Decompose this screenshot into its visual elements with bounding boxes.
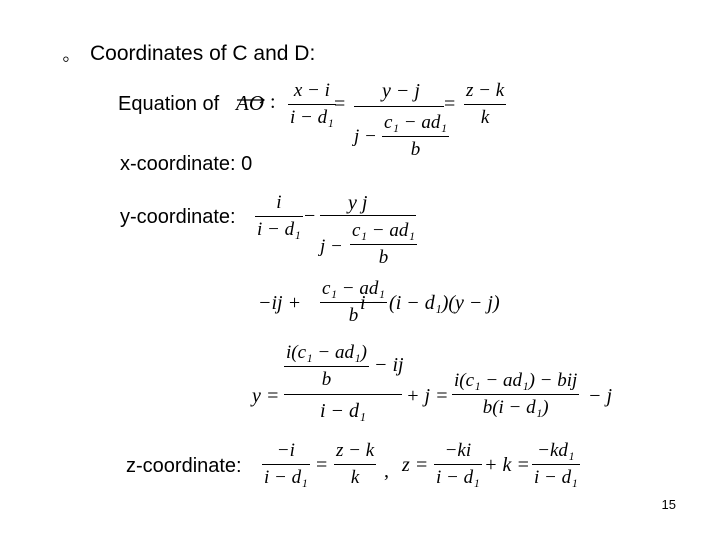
equation-ao-fraction-1 [288, 80, 336, 129]
z-fraction-2 [334, 440, 376, 489]
inner-tail: − ij [374, 354, 404, 376]
fraction-denominator: b [348, 305, 359, 326]
fraction-denominator: k [350, 467, 360, 488]
fraction-numerator: x − i [293, 80, 330, 101]
vector-ao [236, 91, 264, 116]
plus-j-equals: + j = [406, 385, 449, 407]
inner-denominator: b [410, 139, 421, 160]
fraction-denominator: b(i − d₁) [482, 397, 549, 418]
fraction-bar [452, 394, 579, 395]
bullet-icon: ◦ [62, 46, 70, 71]
fraction-bar [334, 464, 376, 465]
fraction-denominator: i − d₁ [264, 467, 308, 488]
inner-fraction [382, 112, 449, 161]
inner-denominator: b [321, 369, 332, 390]
equals-sign: = [334, 93, 346, 115]
inner-denominator: b [378, 247, 389, 268]
inner-fraction-bar [382, 136, 449, 137]
z-fraction-3 [434, 440, 482, 489]
y-coordinate-fraction-1 [255, 192, 303, 241]
fraction-denominator: i − d₁ [534, 467, 578, 488]
plus-k-equals: + k = [484, 454, 530, 476]
page-number: 15 [661, 497, 676, 512]
fraction-denominator: k [480, 107, 490, 128]
x-coordinate-label: x-coordinate: 0 [120, 153, 253, 175]
fraction-numerator: i(c₁ − ad₁) − bij [454, 370, 578, 391]
inner-fraction [350, 220, 417, 269]
minus-sign: − [304, 205, 316, 227]
fraction-denominator: i − d₁ [436, 467, 480, 488]
inner-numerator: c₁ − ad₁ [352, 220, 415, 241]
inner-numerator: i(c₁ − ad₁) [286, 342, 367, 363]
y-line2-right: i − (i − d₁)(y − j) [360, 292, 500, 314]
y-coordinate-fraction-2 [318, 192, 418, 272]
fraction-numerator: y j [348, 192, 368, 214]
fraction-numerator: y − j [382, 80, 420, 102]
equation-ao-label: Equation of [118, 93, 220, 115]
fraction-bar [262, 464, 310, 465]
equation-ao-fraction-3 [464, 80, 506, 129]
y-rhs-fraction [452, 370, 579, 419]
z-fraction-4 [532, 440, 580, 489]
fraction-denominator: i − d₁ [320, 400, 367, 422]
slide-title: Coordinates of C and D: [90, 42, 316, 65]
fraction-numerator: −ki [444, 440, 472, 461]
z-coordinate-label: z-coordinate: [126, 455, 242, 477]
fraction-bar [320, 215, 416, 216]
y-equals: y = [252, 385, 280, 407]
fraction-numerator: z − k [466, 80, 505, 101]
y-big-fraction [284, 342, 404, 432]
fraction-bar [255, 216, 303, 217]
fraction-denominator: i − d₁ [290, 107, 334, 128]
inner-numerator: c₁ − ad₁ [384, 112, 447, 133]
equals-sign: = [316, 454, 328, 476]
fraction-numerator: c₁ − ad₁ [322, 278, 385, 299]
fraction-bar [532, 464, 580, 465]
inner-fraction [284, 342, 369, 391]
fraction-denominator-left: j − [354, 126, 377, 147]
fraction-bar [434, 464, 482, 465]
inner-fraction-bar [284, 366, 369, 367]
fraction-bar [288, 104, 336, 105]
fraction-bar [284, 394, 402, 395]
fraction-bar [354, 106, 444, 107]
vector-ao-text: AO [236, 91, 264, 115]
vector-arrow-icon [236, 85, 266, 93]
y-coordinate-label: y-coordinate: [120, 206, 236, 228]
fraction-numerator: z − k [336, 440, 375, 461]
inner-fraction-bar [350, 244, 417, 245]
equals-sign: = [444, 93, 456, 115]
fraction-denominator-left: j − [320, 236, 343, 257]
comma: , [384, 460, 389, 482]
z-equals: z = [402, 454, 429, 476]
y-rhs-tail: − j [588, 385, 613, 407]
fraction-bar [464, 104, 506, 105]
equation-ao-colon: : [270, 91, 276, 113]
fraction-numerator: −kd₁ [537, 440, 575, 461]
z-fraction-1 [262, 440, 310, 489]
fraction-denominator: i − d₁ [257, 219, 301, 240]
y-line2-left: −ij + [258, 292, 302, 314]
equation-ao-fraction-2 [352, 80, 447, 160]
fraction-numerator: i [276, 192, 282, 213]
fraction-numerator: −i [276, 440, 295, 461]
